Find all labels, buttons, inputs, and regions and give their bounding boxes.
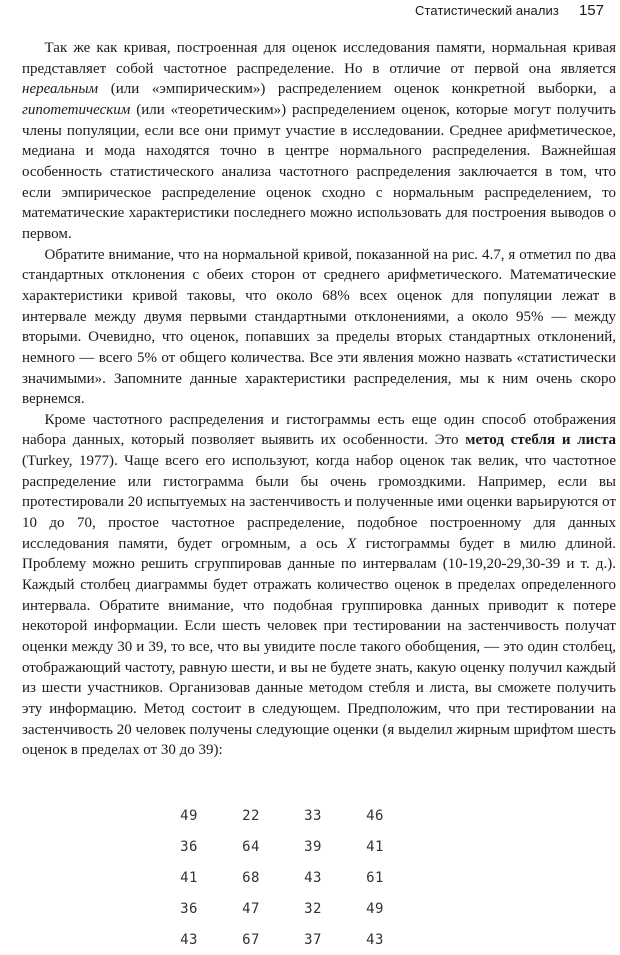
score-cell: 39 [304,838,322,855]
score-cell: 68 [242,869,260,886]
text-run: Кроме частотного распределения и гистограммы есть еще один способ отображения набора данных, который позволяет выявить их особенности. Это [22,411,616,449]
text-run: Так же как кривая, построенная для оценок исследования памяти, нормальная кривая представляет собой частотное распределение. Но в отличие от первой она является [22,40,616,77]
paragraph [22,38,616,245]
score-cell: 32 [304,900,322,917]
text-run: (или «теоретическим») распределением оценок, которые могут получить члены популяции, если все они примут участие в исследовании. Среднее арифметическое, медиана и мода находятся точно в центре нормального распределения. Важнейшая особенность статистического анализа частотного распределения заключается в том, что если эмпирическое распределение оценок сходно с нормальным распределением, то математические характеристики последнего можно использовать для построения выводов о первом. [22,101,616,242]
score-cell: 43 [366,931,384,948]
text-run: (или «эмпирическим») распределением оценок конкретной выборки, а [98,81,616,98]
page-number: 157 [578,2,604,19]
score-cell: 37 [304,931,322,948]
italic-term: X [347,535,357,552]
score-cell: 47 [242,900,260,917]
score-cell: 43 [304,869,322,886]
paragraph [22,410,616,761]
italic-term: нереальным [22,81,99,98]
bold-term: метод стебля и листа [465,432,617,449]
text-run: гистограммы будет в милю длиной. Проблему можно решить сгруппировав данные по интервалам (10-19,20-29,30-39 и т. д.). Каждый столбец диаграммы будет отражать количество оценок в пределах определенного интервала. Обратите внимание, что подобная группировка данных приводит к потере некоторой информации. Если шесть человек при тестировании на застенчивость получат оценки между 30 и 39, то все, что вы увидите после такого обобщения, — это один столбец, отображающий частоту, равную шести, и вы не будете знать, какую оценку получил каждый из шести участников. Организовав данные методом стебля и листа, вы сможете получить эту информацию. Метод состоит в следующем. Предположим, что при тестировании на застенчивость 20 человек получены следующие оценки (я выделил жирным шрифтом шесть оценок в пределах от 30 до 39): [22,535,616,759]
paragraph [22,245,616,410]
score-cell: 33 [304,807,322,824]
score-cell: 41 [366,838,384,855]
score-cell: 36 [180,838,198,855]
text-run: (Turkey, 1977). Чаще всего его используют, когда набор оценок так велик, что частотное распределение или гистограмма были бы очень громоздкими. Например, если вы протестировали 20 испытуемых на застенчивость и полученные ими оценки варьируются от 10 до 70, простое частотное распределение, подобное построенному для данных исследования памяти, будет огромным, а ось [22,453,616,552]
shyness-scores-table [158,800,408,955]
score-cell: 64 [242,838,260,855]
score-cell: 61 [366,869,384,886]
score-cell: 67 [242,931,260,948]
body-text [22,38,616,761]
text-run: Обратите внимание, что на нормальной кривой, показанной на рис. 4.7, я отметил по два стандартных отклонения с обеих сторон от среднего арифметического. Математические характеристики кривой таковы, что около 68% всех оценок для популяции лежат в интервале между двумя первыми стандартными отклонениями, а около 95% — между вторыми. Очевидно, что оценок, попавших за пределы вторых стандартных отклонений, немного — всего 5% от общего количества. Все эти явления можно назвать «статистически значимыми». Запомните данные характеристики распределения, мы к ним очень скоро вернемся. [22,246,616,408]
italic-term: гипотетическим [22,101,131,118]
score-cell: 36 [180,900,198,917]
running-header [415,2,604,20]
score-cell: 43 [180,931,198,948]
score-cell: 46 [366,807,384,824]
score-cell: 41 [180,869,198,886]
score-cell: 49 [366,900,384,917]
score-cell: 22 [242,807,260,824]
score-cell: 49 [180,807,198,824]
section-title: Статистический анализ [415,3,559,18]
